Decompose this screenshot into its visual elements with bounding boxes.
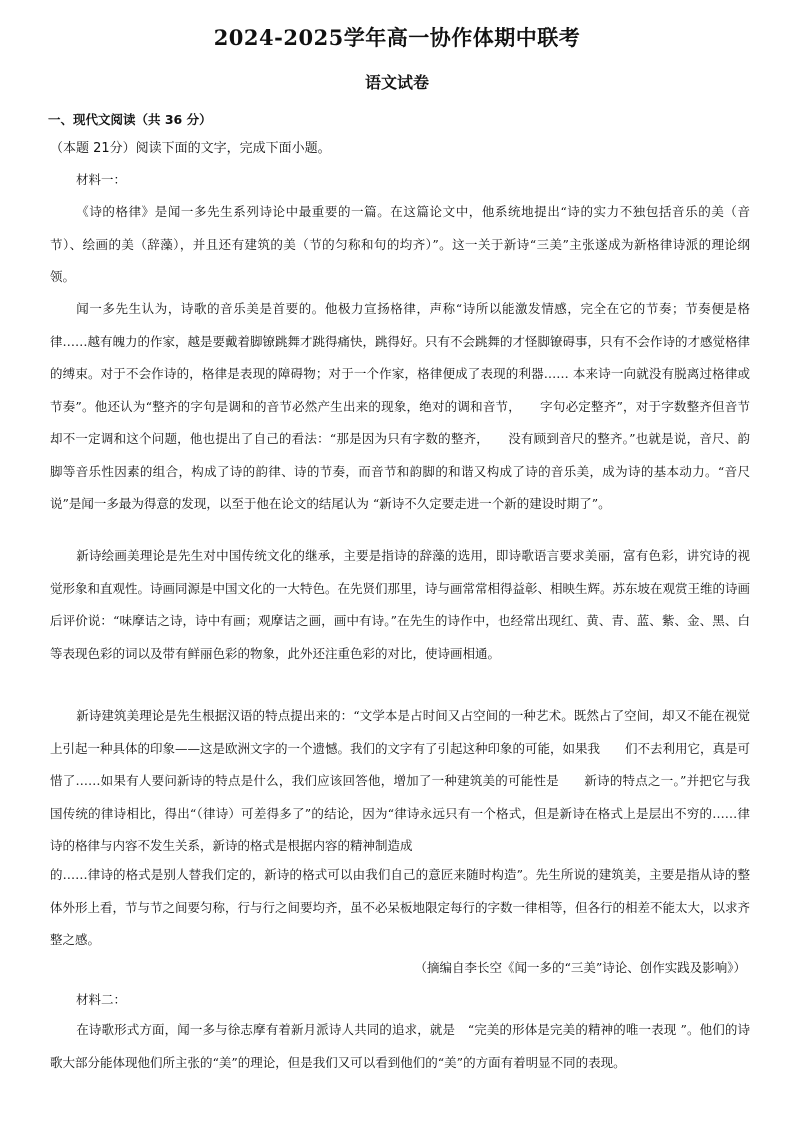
source-citation: （摘编自李长空《闻一多的“三美”诗论、创作实践及影响》） xyxy=(414,960,746,975)
material-1-paragraph-3: 新诗绘画美理论是先生对中国传统文化的继承，主要是指诗的辞藻的选用，即诗歌语言要求美丽，富有色彩，讲究诗的视觉形象和直观性。诗画同源是中国文化的一大特色。在先贤们那里，诗与画常常相得益彰、相映生辉。苏东坡在观赏王维的诗画后评价说：“味摩诘之诗，诗中有画；观摩诘之画，画中有诗。”在先生的诗作中，也经常出现红、黄、青、蓝、紫、金、黑、白等表现色彩的词以及带有鲜丽色彩的物象，此外还注重色彩的对比，使诗画相通。 xyxy=(50,548,751,661)
section-intro: （本题 21分）阅读下面的文字，完成下面小题。 xyxy=(50,141,331,156)
material-1-paragraph-4: 新诗建筑美理论是先生根据汉语的特点提出来的：“文学本是占时间又占空间的一种艺术。既然占了空间，却又不能在视觉上引起一种具体的印象——这是欧洲文字的一个遗憾。我们的文字有了引起这种印象的可能，如果我 们不去利用它，真是可惜了……如果有人要问新诗的特点是什么，我们应该回答他，增加了一种建筑美的可能性是 新诗的特点之一。”并把它与我国传统的律诗相比，得出“（律诗）可差得多了”的结论，因为“律诗永远只有一个格式，但是新诗在格式上是层出不穷的……律诗的格律与内容不发生关系，新诗的格式是根据内容的精神制造成 xyxy=(50,708,751,853)
exam-title: 2024-2025学年高一协作体期中联考 xyxy=(213,25,581,50)
section-heading: 一、现代文阅读（共 36 分） xyxy=(48,112,212,127)
material-1-paragraph-5: 的……律诗的格式是别人替我们定的，新诗的格式可以由我们自己的意匠来随时构造”。先生所说的建筑美，主要是指从诗的整体外形上看，节与节之间要匀称，行与行之间要均齐，虽不必呆板地限定每行的字数一律相等，但各行的相差不能太大，以求齐整之感。 xyxy=(50,867,751,947)
material-2-label: 材料二： xyxy=(76,992,127,1007)
material-2-paragraph-1: 在诗歌形式方面，闻一多与徐志摩有着新月派诗人共同的追求，就是 “完美的形体是完美的精神的唯一表现 ”。他们的诗歌大部分能体现他们所主张的“美”的理论，但是我们又可以看到他们的“美”的方面有着明显不同的表现。 xyxy=(50,1022,750,1070)
material-1-paragraph-1: 《诗的格律》是闻一多先生系列诗论中最重要的一篇。在这篇论文中，他系统地提出“诗的实力不独包括音乐的美（音节）、绘画的美（辞藻），并且还有建筑的美（节的匀称和句的均齐）”。这一关于新诗“三美”主张遂成为新格律诗派的理论纲领。 xyxy=(50,204,750,284)
exam-subtitle: 语文试卷 xyxy=(364,73,429,92)
material-1-paragraph-2: 闻一多先生认为，诗歌的音乐美是首要的。他极力宣扬格律，声称“诗所以能激发情感，完全在它的节奏；节奏便是格律……越有魄力的作家，越是要戴着脚镣跳舞才跳得痛快，跳得好。只有不会跳舞的才怪脚镣碍事，只有不会作诗的才感觉格律的缚束。对于不会作诗的，格律是表现的障碍物；对于一个作家，格律便成了表现的利器…… 本来诗一向就没有脱离过格律或节奏”。他还认为“整齐的字句是调和的音节必然产生出来的现象，绝对的调和音节， 字句必定整齐”，对于字数整齐但音节却不一定调和这个问题，他也提出了自己的看法：“那是因为只有字数的整齐， 没有顾到音尺的整齐。”也就是说，音尺、韵脚等音乐性因素的组合，构成了诗的韵律、诗的节奏，而音节和韵脚的和谐又构成了诗的音乐美，成为诗的基本动力。“音尺说”是闻一多最为得意的发现，以至于他在论文的结尾认为 “新诗不久定要走进一个新的建设时期了”。 xyxy=(50,301,751,511)
material-1-label: 材料一： xyxy=(76,172,127,187)
